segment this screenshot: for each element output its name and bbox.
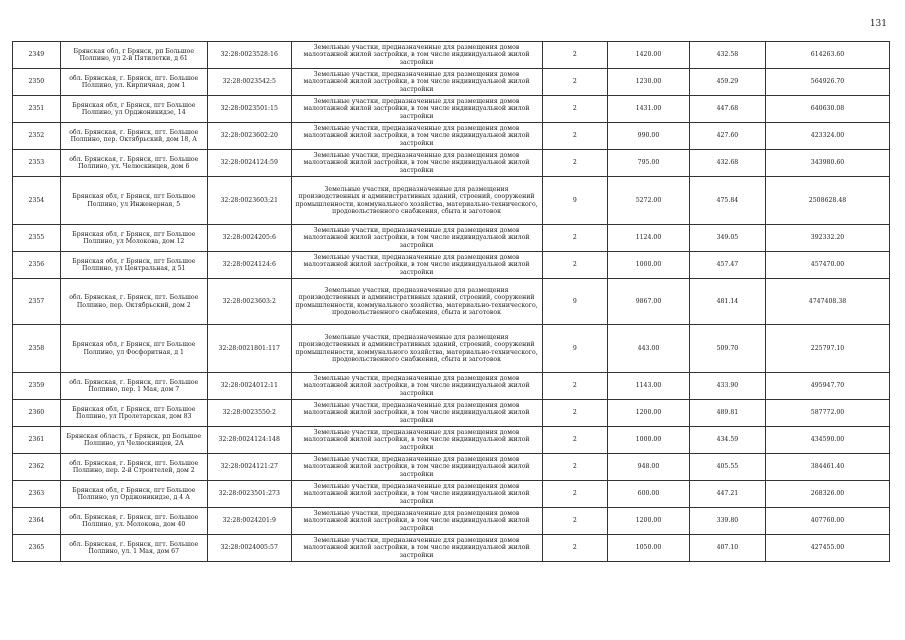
table-row	[13, 373, 890, 400]
specific-value-cell: 349.05	[689, 225, 765, 252]
table-row	[13, 400, 890, 427]
cadastral-number-cell: 32:28:0023501:15	[207, 96, 291, 123]
use-group-cell: 2	[542, 535, 608, 562]
table-row	[13, 325, 890, 373]
address-cell: обл. Брянская, г. Брянск, пгт. Большое Полпино, ул. Кирпичная, дом 1	[60, 69, 207, 96]
use-group-cell: 9	[542, 177, 608, 225]
cadastral-value-cell: 457470.00	[766, 252, 890, 279]
address-cell: Брянская обл, г Брянск, пгт Большое Полпино, ул Центральная, д 51	[60, 252, 207, 279]
land-registry-table	[12, 41, 890, 562]
cadastral-number-cell: 32:28:0024005:57	[207, 535, 291, 562]
cadastral-value-cell: 614263.60	[766, 42, 890, 69]
address-cell: Брянская обл, г Брянск, пгт Большое Полпино, ул Орджоникидзе, 14	[60, 96, 207, 123]
area-cell: 1000.00	[608, 427, 690, 454]
row-number-cell: 2355	[13, 225, 61, 252]
row-number-cell: 2362	[13, 454, 61, 481]
specific-value-cell: 447.21	[689, 481, 765, 508]
permitted-use-cell: Земельные участки, предназначенные для размещения производственных и административных зданий, строений, сооружений промышленности, коммунального хозяйства, материально-технического, продовольственного снабжения, сбыта и заготовок	[291, 177, 542, 225]
use-group-cell: 2	[542, 400, 608, 427]
cadastral-value-cell: 4747408.38	[766, 279, 890, 325]
specific-value-cell: 339.80	[689, 508, 765, 535]
cadastral-value-cell: 225797.10	[766, 325, 890, 373]
area-cell: 600.00	[608, 481, 690, 508]
specific-value-cell: 489.81	[689, 400, 765, 427]
permitted-use-cell: Земельные участки, предназначенные для размещения домов малоэтажной жилой застройки, в том числе индивидуальной жилой застройки	[291, 454, 542, 481]
cadastral-value-cell: 423324.00	[766, 123, 890, 150]
cadastral-number-cell: 32:28:0023603:21	[207, 177, 291, 225]
permitted-use-cell: Земельные участки, предназначенные для размещения домов малоэтажной жилой застройки, в том числе индивидуальной жилой застройки	[291, 123, 542, 150]
cadastral-value-cell: 407760.00	[766, 508, 890, 535]
table-row	[13, 252, 890, 279]
row-number-cell: 2349	[13, 42, 61, 69]
use-group-cell: 2	[542, 454, 608, 481]
area-cell: 1420.00	[608, 42, 690, 69]
permitted-use-cell: Земельные участки, предназначенные для размещения домов малоэтажной жилой застройки, в том числе индивидуальной жилой застройки	[291, 427, 542, 454]
table-row	[13, 454, 890, 481]
cadastral-value-cell: 343980.60	[766, 150, 890, 177]
use-group-cell: 2	[542, 481, 608, 508]
area-cell: 795.00	[608, 150, 690, 177]
area-cell: 1124.00	[608, 225, 690, 252]
use-group-cell: 9	[542, 325, 608, 373]
area-cell: 5272.00	[608, 177, 690, 225]
specific-value-cell: 509.70	[689, 325, 765, 373]
cadastral-number-cell: 32:28:0023501:273	[207, 481, 291, 508]
specific-value-cell: 434.59	[689, 427, 765, 454]
address-cell: Брянская обл, г Брянск, пгт Большое Полпино, ул Орджоникидзе, д 4 А	[60, 481, 207, 508]
area-cell: 1000.00	[608, 252, 690, 279]
cadastral-number-cell: 32:28:0023550:2	[207, 400, 291, 427]
cadastral-number-cell: 32:28:0023603:2	[207, 279, 291, 325]
row-number-cell: 2357	[13, 279, 61, 325]
permitted-use-cell: Земельные участки, предназначенные для размещения производственных и административных зданий, строений, сооружений промышленности, коммунального хозяйства, материально-технического, продовольственного снабжения, сбыта и заготовок	[291, 279, 542, 325]
permitted-use-cell: Земельные участки, предназначенные для размещения домов малоэтажной жилой застройки, в том числе индивидуальной жилой застройки	[291, 373, 542, 400]
page-number: 131	[869, 19, 887, 29]
address-cell: Брянская обл, г Брянск, пгт Большое Полпино, ул Инженерная, 5	[60, 177, 207, 225]
row-number-cell: 2361	[13, 427, 61, 454]
use-group-cell: 2	[542, 373, 608, 400]
cadastral-value-cell: 2508628.48	[766, 177, 890, 225]
area-cell: 443.00	[608, 325, 690, 373]
table-row	[13, 481, 890, 508]
cadastral-number-cell: 32:28:0024124:148	[207, 427, 291, 454]
address-cell: Брянская обл, г Брянск, пгт Большое Полпино, ул Молокова, дом 12	[60, 225, 207, 252]
address-cell: Брянская область, г Брянск, рп Большое Полпино, ул Челюскинцев, 2А	[60, 427, 207, 454]
table-row	[13, 535, 890, 562]
row-number-cell: 2356	[13, 252, 61, 279]
specific-value-cell: 427.60	[689, 123, 765, 150]
row-number-cell: 2359	[13, 373, 61, 400]
table-body	[13, 42, 890, 562]
use-group-cell: 2	[542, 69, 608, 96]
permitted-use-cell: Земельные участки, предназначенные для размещения домов малоэтажной жилой застройки, в том числе индивидуальной жилой застройки	[291, 252, 542, 279]
cadastral-value-cell: 434590.00	[766, 427, 890, 454]
specific-value-cell: 432.68	[689, 150, 765, 177]
cadastral-value-cell: 268326.00	[766, 481, 890, 508]
cadastral-number-cell: 32:28:0023528:16	[207, 42, 291, 69]
permitted-use-cell: Земельные участки, предназначенные для размещения домов малоэтажной жилой застройки, в том числе индивидуальной жилой застройки	[291, 400, 542, 427]
use-group-cell: 2	[542, 96, 608, 123]
permitted-use-cell: Земельные участки, предназначенные для размещения производственных и административных зданий, строений, сооружений промышленности, коммунального хозяйства, материально-технического, продовольственного снабжения, сбыта и заготовок	[291, 325, 542, 373]
use-group-cell: 2	[542, 42, 608, 69]
cadastral-number-cell: 32:28:0021801:117	[207, 325, 291, 373]
row-number-cell: 2358	[13, 325, 61, 373]
use-group-cell: 2	[542, 427, 608, 454]
specific-value-cell: 447.68	[689, 96, 765, 123]
permitted-use-cell: Земельные участки, предназначенные для размещения домов малоэтажной жилой застройки, в том числе индивидуальной жилой застройки	[291, 225, 542, 252]
row-number-cell: 2363	[13, 481, 61, 508]
area-cell: 1143.00	[608, 373, 690, 400]
row-number-cell: 2352	[13, 123, 61, 150]
row-number-cell: 2365	[13, 535, 61, 562]
use-group-cell: 2	[542, 508, 608, 535]
cadastral-value-cell: 587772.00	[766, 400, 890, 427]
use-group-cell: 2	[542, 123, 608, 150]
area-cell: 1050.00	[608, 535, 690, 562]
specific-value-cell: 407.10	[689, 535, 765, 562]
use-group-cell: 2	[542, 252, 608, 279]
address-cell: обл. Брянская, г. Брянск, пгт. Большое Полпино, пер. Октябрьский, дом 2	[60, 279, 207, 325]
use-group-cell: 2	[542, 225, 608, 252]
address-cell: Брянская обл, г Брянск, пгт Большое Полпино, ул Фосфоритная, д 1	[60, 325, 207, 373]
table-row	[13, 69, 890, 96]
specific-value-cell: 405.55	[689, 454, 765, 481]
cadastral-value-cell: 495947.70	[766, 373, 890, 400]
table-row	[13, 177, 890, 225]
table-row	[13, 427, 890, 454]
cadastral-value-cell: 384461.40	[766, 454, 890, 481]
area-cell: 1431.00	[608, 96, 690, 123]
address-cell: обл. Брянская, г. Брянск, пгт. Большое Полпино, ул. 1 Мая, дом 67	[60, 535, 207, 562]
area-cell: 948.00	[608, 454, 690, 481]
table-row	[13, 123, 890, 150]
row-number-cell: 2353	[13, 150, 61, 177]
address-cell: обл. Брянская, г. Брянск, пгт. Большое Полпино, пер. 2-й Строителей, дом 2	[60, 454, 207, 481]
row-number-cell: 2354	[13, 177, 61, 225]
specific-value-cell: 432.58	[689, 42, 765, 69]
area-cell: 1200.00	[608, 508, 690, 535]
area-cell: 9867.00	[608, 279, 690, 325]
row-number-cell: 2350	[13, 69, 61, 96]
specific-value-cell: 481.14	[689, 279, 765, 325]
specific-value-cell: 475.84	[689, 177, 765, 225]
row-number-cell: 2351	[13, 96, 61, 123]
use-group-cell: 2	[542, 150, 608, 177]
use-group-cell: 9	[542, 279, 608, 325]
row-number-cell: 2360	[13, 400, 61, 427]
cadastral-value-cell: 640630.08	[766, 96, 890, 123]
table-row	[13, 508, 890, 535]
row-number-cell: 2364	[13, 508, 61, 535]
cadastral-number-cell: 32:28:0024124:59	[207, 150, 291, 177]
permitted-use-cell: Земельные участки, предназначенные для размещения домов малоэтажной жилой застройки, в том числе индивидуальной жилой застройки	[291, 481, 542, 508]
permitted-use-cell: Земельные участки, предназначенные для размещения домов малоэтажной жилой застройки, в том числе индивидуальной жилой застройки	[291, 96, 542, 123]
specific-value-cell: 459.29	[689, 69, 765, 96]
permitted-use-cell: Земельные участки, предназначенные для размещения домов малоэтажной жилой застройки, в том числе индивидуальной жилой застройки	[291, 69, 542, 96]
address-cell: обл. Брянская, г. Брянск, пгт. Большое Полпино, ул. Молокова, дом 40	[60, 508, 207, 535]
address-cell: обл. Брянская, г. Брянск, пгт. Большое Полпино, ул. Челюскинцев, дом 6	[60, 150, 207, 177]
area-cell: 1200.00	[608, 400, 690, 427]
area-cell: 990.00	[608, 123, 690, 150]
cadastral-number-cell: 32:28:0024012:11	[207, 373, 291, 400]
cadastral-number-cell: 32:28:0024205:6	[207, 225, 291, 252]
cadastral-number-cell: 32:28:0024201:9	[207, 508, 291, 535]
cadastral-number-cell: 32:28:0023602:20	[207, 123, 291, 150]
address-cell: обл. Брянская, г. Брянск, пгт. Большое Полпино, пер. 1 Мая, дом 7	[60, 373, 207, 400]
address-cell: Брянская обл, г Брянск, рп Большое Полпино, ул 2-й Пятилетки, д 61	[60, 42, 207, 69]
address-cell: Брянская обл, г Брянск, пгт Большое Полпино, ул Пролетарская, дом 83	[60, 400, 207, 427]
permitted-use-cell: Земельные участки, предназначенные для размещения домов малоэтажной жилой застройки, в том числе индивидуальной жилой застройки	[291, 150, 542, 177]
cadastral-number-cell: 32:28:0023542:5	[207, 69, 291, 96]
table-row	[13, 42, 890, 69]
cadastral-value-cell: 564926.70	[766, 69, 890, 96]
specific-value-cell: 457.47	[689, 252, 765, 279]
permitted-use-cell: Земельные участки, предназначенные для размещения домов малоэтажной жилой застройки, в том числе индивидуальной жилой застройки	[291, 42, 542, 69]
specific-value-cell: 433.90	[689, 373, 765, 400]
table-row	[13, 279, 890, 325]
area-cell: 1230.00	[608, 69, 690, 96]
cadastral-value-cell: 427455.00	[766, 535, 890, 562]
permitted-use-cell: Земельные участки, предназначенные для размещения домов малоэтажной жилой застройки, в том числе индивидуальной жилой застройки	[291, 535, 542, 562]
cadastral-value-cell: 392332.20	[766, 225, 890, 252]
cadastral-number-cell: 32:28:0024121:27	[207, 454, 291, 481]
table-row	[13, 225, 890, 252]
permitted-use-cell: Земельные участки, предназначенные для размещения домов малоэтажной жилой застройки, в том числе индивидуальной жилой застройки	[291, 508, 542, 535]
address-cell: обл. Брянская, г. Брянск, пгт. Большое Полпино, пер. Октябрьский, дом 18, А	[60, 123, 207, 150]
table-row	[13, 150, 890, 177]
table-row	[13, 96, 890, 123]
cadastral-number-cell: 32:28:0024124:6	[207, 252, 291, 279]
